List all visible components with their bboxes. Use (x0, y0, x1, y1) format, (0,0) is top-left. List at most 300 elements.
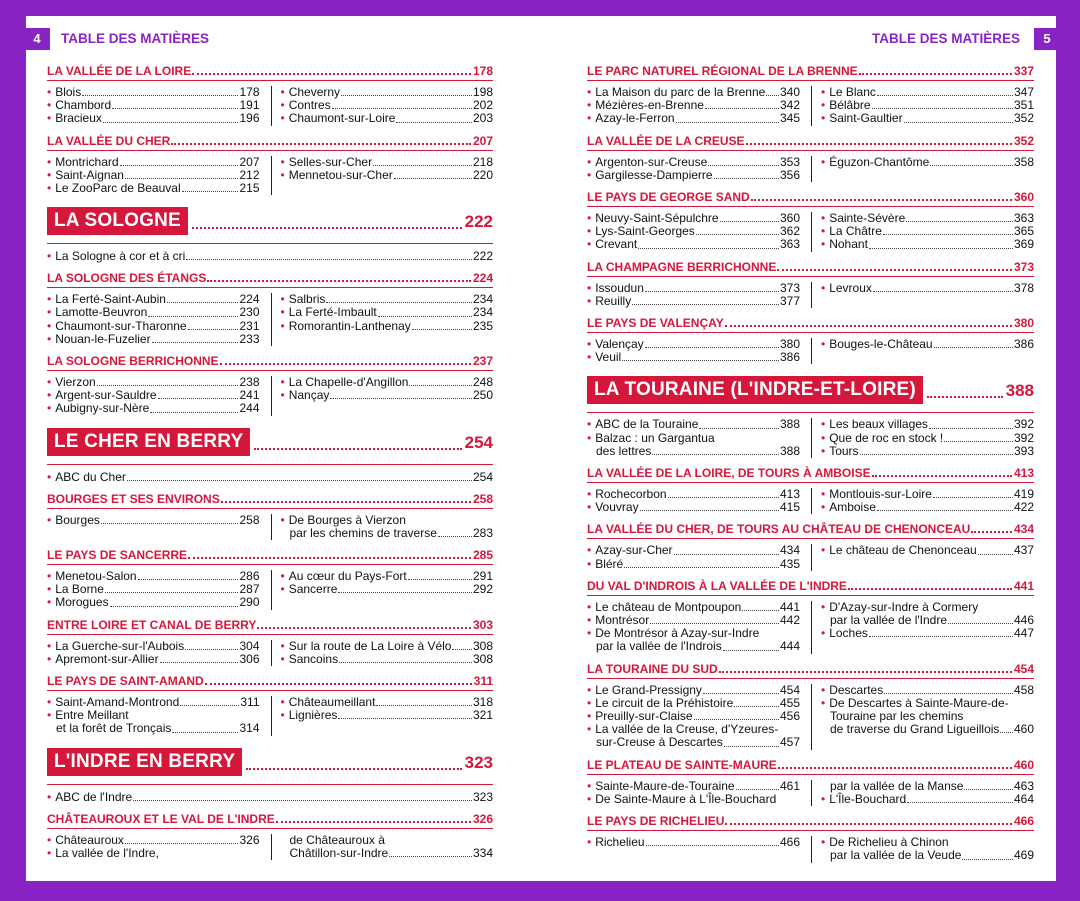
toc-entry[interactable] (587, 640, 800, 653)
bullet-icon: • (47, 708, 52, 723)
entry-label: Bléré (595, 556, 624, 571)
entry-page: 413 (779, 487, 800, 502)
section-rule (587, 412, 1034, 413)
toc-entry[interactable] (587, 351, 800, 364)
entry-page: 362 (779, 224, 800, 239)
entry-column-right (811, 684, 1034, 750)
bullet-icon: • (821, 417, 826, 432)
entry-page: 386 (1013, 337, 1034, 352)
toc-entry[interactable] (47, 640, 260, 653)
entry-label: Amboise (829, 500, 876, 515)
entry-columns (587, 780, 1034, 806)
entry-label: Saint-Gaultier (829, 111, 903, 126)
single-entry (47, 790, 493, 804)
right-page-toc (587, 58, 1034, 863)
section-page: 373 (1013, 259, 1034, 274)
section-heading[interactable] (587, 466, 1034, 480)
toc-entry[interactable] (821, 544, 1034, 557)
section-heading[interactable] (47, 492, 493, 506)
entry-columns (587, 212, 1034, 252)
entry-label: Rochecorbon (595, 487, 667, 502)
bullet-icon: • (47, 388, 52, 403)
bullet-icon: • (821, 626, 826, 641)
section-rule (47, 634, 493, 635)
entry-label: Argenton-sur-Creuse (595, 154, 708, 169)
section-title: LE PAYS DE GEORGE SAND (587, 190, 750, 205)
section-heading[interactable] (47, 64, 493, 78)
bullet-icon: • (47, 595, 52, 610)
entry-label: Lys-Saint-Georges (595, 224, 695, 239)
dot-leader (883, 234, 1013, 235)
entry-label: Que de roc en stock ! (829, 430, 944, 445)
dot-leader (152, 342, 239, 343)
toc-entry[interactable] (821, 793, 1034, 806)
chapter-heading[interactable] (587, 376, 1034, 404)
section-title: LA VALLÉE DE LA LOIRE, DE TOURS À AMBOISE (587, 466, 871, 481)
toc-entry[interactable] (47, 834, 260, 847)
entry-label: Levroux (829, 280, 872, 295)
section-rule (47, 370, 493, 371)
entry-page: 311 (240, 695, 260, 710)
entry-label: par les chemins de traverse (289, 525, 437, 540)
section-heading[interactable] (47, 618, 493, 632)
chapter-heading[interactable] (47, 207, 493, 235)
entry-page: 455 (779, 695, 800, 710)
section-rule (47, 464, 493, 465)
dot-leader (332, 108, 472, 109)
toc-entry[interactable] (821, 684, 1034, 697)
section-title: BOURGES ET SES ENVIRONS (47, 491, 220, 506)
toc-entry[interactable] (281, 583, 494, 596)
dot-leader (927, 396, 1003, 398)
entry-page: 321 (472, 708, 493, 723)
toc-entry[interactable] (587, 238, 800, 251)
dot-leader (254, 448, 461, 450)
section-heading[interactable] (47, 271, 493, 285)
entry-page: 378 (1013, 280, 1034, 295)
section-rule (587, 206, 1034, 207)
toc-entry[interactable] (281, 527, 494, 540)
dot-leader (645, 291, 779, 292)
entry-column-right (271, 696, 494, 736)
right-page-number: 5 (1034, 28, 1060, 50)
dot-leader (699, 428, 779, 429)
entry-page: 454 (779, 682, 800, 697)
dot-leader (904, 122, 1013, 123)
entry-page: 351 (1013, 98, 1034, 113)
entry-label: Menetou-Salon (55, 569, 137, 584)
toc-entry[interactable] (821, 418, 1034, 431)
bullet-icon: • (587, 111, 592, 126)
dot-leader (964, 789, 1013, 790)
toc-entry[interactable] (821, 780, 1034, 793)
section-page: 460 (1013, 757, 1034, 772)
dot-leader (373, 165, 472, 166)
dot-leader (766, 95, 779, 96)
dot-leader (97, 385, 239, 386)
section-heading[interactable] (47, 674, 493, 688)
entry-label: Aubigny-sur-Nère (55, 401, 150, 416)
bullet-icon: • (280, 111, 285, 126)
section-title: LE PARC NATUREL RÉGIONAL DE LA BRENNE (587, 64, 858, 78)
section-heading[interactable] (587, 579, 1034, 593)
dot-leader (338, 592, 472, 593)
entry-page: 373 (779, 280, 800, 295)
toc-entry[interactable] (281, 169, 494, 182)
toc-entry[interactable] (47, 790, 493, 804)
dot-leader (971, 531, 1012, 533)
entry-page: 363 (1013, 211, 1034, 226)
toc-entry[interactable] (821, 238, 1034, 251)
entry-label: Entre Meillant (55, 708, 129, 723)
bullet-icon: • (47, 167, 52, 182)
entry-column-right (271, 570, 494, 610)
toc-entry[interactable] (281, 709, 494, 722)
entry-label: Issoudun (595, 280, 644, 295)
section-heading[interactable] (47, 812, 493, 826)
dot-leader (640, 510, 779, 511)
entry-page: 235 (472, 318, 493, 333)
toc-entry[interactable] (821, 445, 1034, 458)
entry-label: Morogues (55, 595, 109, 610)
dot-leader (408, 579, 472, 580)
dot-leader (412, 329, 472, 330)
entry-label: Chaumont-sur-Tharonne (55, 318, 187, 333)
entry-page: 198 (472, 85, 493, 99)
entry-page: 393 (1013, 443, 1034, 458)
bullet-icon: • (587, 280, 592, 295)
bullet-icon: • (587, 85, 592, 99)
bullet-icon: • (280, 292, 285, 307)
entry-column-left (47, 376, 268, 416)
chapter-page: 323 (464, 752, 493, 772)
entry-page: 258 (239, 512, 260, 527)
bullet-icon: • (47, 111, 52, 126)
entry-columns (587, 86, 1034, 126)
chapter-page: 388 (1005, 381, 1034, 401)
entry-column-right (271, 640, 494, 666)
bullet-icon: • (280, 582, 285, 597)
entry-page: 254 (472, 469, 493, 484)
bullet-icon: • (821, 599, 826, 614)
entry-label: Chaumont-sur-Loire (288, 111, 396, 126)
entry-label: Richelieu (595, 835, 645, 850)
entry-page: 202 (472, 98, 493, 113)
entry-page: 283 (472, 525, 493, 540)
toc-entry[interactable] (47, 596, 260, 609)
section-heading[interactable] (587, 134, 1034, 148)
entry-page: 415 (779, 500, 800, 515)
section-title: LA SOLOGNE DES ÉTANGS (47, 271, 207, 286)
section-rule (47, 150, 493, 151)
toc-entry[interactable] (47, 722, 260, 735)
section-title: LA VALLÉE DE LA CREUSE (587, 133, 745, 148)
bullet-icon: • (821, 211, 826, 226)
section-page: 178 (472, 64, 493, 78)
toc-entry[interactable] (821, 501, 1034, 514)
entry-page: 220 (472, 167, 493, 182)
toc-entry[interactable] (587, 736, 800, 749)
dot-leader (650, 623, 779, 624)
chapter-title: LE CHER EN BERRY (47, 428, 250, 456)
entry-label: Châtillon-sur-Indre (289, 845, 389, 860)
entry-page: 250 (472, 388, 493, 403)
toc-entry[interactable] (47, 156, 260, 169)
entry-label: Montlouis-sur-Loire (829, 487, 932, 502)
dot-leader (409, 385, 472, 386)
toc-entry[interactable] (587, 445, 800, 458)
bullet-icon: • (587, 599, 592, 614)
section-heading[interactable] (587, 260, 1034, 274)
entry-page: 286 (239, 569, 260, 584)
entry-label: Touraine par les chemins (830, 709, 964, 724)
toc-entry[interactable] (281, 653, 494, 666)
entry-column-left (587, 684, 808, 750)
dot-leader (907, 802, 1013, 803)
entry-label: par la vallée de l'Indrois (596, 639, 722, 654)
toc-entry[interactable] (587, 112, 800, 125)
page-frame-bottom (0, 881, 1080, 901)
toc-entry[interactable] (47, 470, 493, 484)
dot-leader (389, 856, 472, 857)
dot-leader (167, 302, 239, 303)
bullet-icon: • (587, 487, 592, 502)
entry-column-left (587, 488, 808, 514)
entry-columns (587, 488, 1034, 514)
dot-leader (103, 122, 239, 123)
toc-entry[interactable] (47, 514, 260, 527)
entry-label: Montrichard (55, 154, 119, 169)
entry-label: Reuilly (595, 293, 632, 308)
toc-entry[interactable] (281, 834, 494, 847)
toc-entry[interactable] (587, 544, 800, 557)
dot-leader (720, 221, 779, 222)
toc-entry[interactable] (281, 112, 494, 125)
entry-label: Romorantin-Lanthenay (288, 318, 411, 333)
entry-column-left (587, 156, 808, 182)
bullet-icon: • (821, 85, 826, 99)
entry-page: 318 (472, 695, 493, 710)
entry-column-left (47, 293, 268, 346)
entry-page: 358 (1013, 154, 1034, 169)
bullet-icon: • (821, 154, 826, 169)
dot-leader (848, 588, 1012, 590)
entry-column-left (47, 696, 268, 736)
toc-entry[interactable] (587, 684, 800, 697)
entry-label: Preuilly-sur-Claise (595, 709, 693, 724)
entry-page: 326 (239, 832, 260, 847)
bullet-icon: • (47, 98, 52, 113)
section-rule (587, 538, 1034, 539)
entry-label: Bourges (55, 512, 100, 527)
dot-leader (694, 719, 779, 720)
entry-label: Descartes (829, 682, 884, 697)
dot-leader (646, 845, 779, 846)
dot-leader (933, 497, 1013, 498)
toc-entry[interactable] (821, 282, 1034, 295)
toc-entry[interactable] (281, 320, 494, 333)
toc-entry[interactable] (821, 627, 1034, 640)
dot-leader (257, 627, 471, 629)
dot-leader (645, 347, 779, 348)
left-page-number: 4 (24, 28, 50, 50)
entry-page: 365 (1013, 224, 1034, 239)
bullet-icon: • (280, 512, 285, 527)
toc-entry[interactable] (281, 156, 494, 169)
bullet-icon: • (47, 469, 52, 484)
entry-label: Gargilesse-Dampierre (595, 167, 713, 182)
dot-leader (668, 497, 779, 498)
entry-label: Bouges-le-Château (829, 337, 933, 352)
toc-entry[interactable] (821, 112, 1034, 125)
toc-entry[interactable] (281, 514, 494, 527)
toc-entry[interactable] (47, 112, 260, 125)
dot-leader (884, 693, 1013, 694)
toc-entry[interactable] (587, 501, 800, 514)
entry-page: 314 (239, 721, 260, 736)
toc-entry[interactable] (281, 389, 494, 402)
toc-entry[interactable] (281, 640, 494, 653)
bullet-icon: • (280, 638, 285, 653)
section-heading[interactable] (47, 354, 493, 368)
bullet-icon: • (280, 569, 285, 584)
section-heading[interactable] (587, 814, 1034, 828)
toc-entry[interactable] (587, 836, 800, 849)
section-heading[interactable] (47, 548, 493, 562)
dot-leader (708, 165, 779, 166)
chapter-heading[interactable] (47, 428, 493, 456)
entry-label: Châteaumeillant (288, 695, 376, 710)
toc-entry[interactable] (587, 558, 800, 571)
entry-page: 241 (239, 388, 260, 403)
entry-page: 353 (779, 154, 800, 169)
toc-entry[interactable] (47, 306, 260, 319)
entry-page: 466 (779, 835, 800, 850)
section-page: 303 (472, 617, 493, 632)
toc-entry[interactable] (587, 432, 800, 445)
section-title: LE PAYS DE SAINT-AMAND (47, 674, 204, 689)
section-heading[interactable] (47, 134, 493, 148)
bullet-icon: • (587, 293, 592, 308)
toc-entry[interactable] (47, 249, 493, 263)
chapter-heading[interactable] (47, 748, 493, 776)
dot-leader (930, 165, 1013, 166)
dot-leader (185, 649, 238, 650)
section-heading[interactable] (587, 522, 1034, 536)
entry-label: Balzac : un Gargantua (595, 430, 715, 445)
page-frame-left (0, 0, 26, 901)
entry-label: Montrésor (595, 613, 650, 628)
toc-entry[interactable] (47, 320, 260, 333)
entry-label: Argent-sur-Sauldre (55, 388, 157, 403)
section-heading[interactable] (587, 64, 1034, 78)
entry-label: Vouvray (595, 500, 639, 515)
toc-entry[interactable] (587, 282, 800, 295)
entry-column-left (47, 570, 268, 610)
dot-leader (624, 567, 779, 568)
toc-entry[interactable] (587, 793, 800, 806)
toc-entry[interactable] (821, 156, 1034, 169)
toc-entry[interactable] (47, 182, 260, 195)
entry-label: par la vallée de la Manse (830, 778, 964, 793)
chapter-page: 254 (464, 432, 493, 452)
entry-column-left (587, 780, 808, 806)
entry-page: 191 (239, 98, 260, 113)
toc-entry[interactable] (821, 849, 1034, 862)
bullet-icon: • (587, 556, 592, 571)
dot-leader (777, 269, 1012, 271)
toc-entry[interactable] (587, 418, 800, 431)
entry-page: 464 (1013, 791, 1034, 806)
entry-label: La Chapelle-d'Angillon (288, 375, 409, 390)
dot-leader (127, 480, 472, 481)
entry-label: par la vallée de l'Indre (830, 613, 948, 628)
dot-leader (452, 649, 471, 650)
toc-entry[interactable] (587, 780, 800, 793)
single-entry (47, 249, 493, 263)
entry-label: Le circuit de la Préhistoire (595, 695, 734, 710)
entry-page: 463 (1013, 778, 1034, 793)
entry-label: par la vallée de la Veude (830, 848, 962, 863)
page-frame-top (0, 0, 1080, 16)
section-page: 258 (472, 491, 493, 506)
section-heading[interactable] (587, 662, 1034, 676)
dot-leader (341, 95, 472, 96)
bullet-icon: • (587, 224, 592, 239)
entry-page: 207 (239, 154, 260, 169)
section-title: DU VAL D'INDROIS À LA VALLÉE DE L'INDRE (587, 578, 847, 593)
toc-entry[interactable] (821, 338, 1034, 351)
section-heading[interactable] (587, 190, 1034, 204)
entry-page: 356 (779, 167, 800, 182)
toc-entry[interactable] (821, 432, 1034, 445)
section-heading[interactable] (587, 758, 1034, 772)
bullet-icon: • (587, 695, 592, 710)
dot-leader (82, 95, 238, 96)
entry-page: 178 (239, 85, 260, 99)
toc-entry[interactable] (47, 402, 260, 415)
section-title: LA VALLÉE DE LA LOIRE (47, 64, 192, 78)
entry-column-right (811, 282, 1034, 308)
dot-leader (221, 501, 471, 503)
toc-entry[interactable] (281, 306, 494, 319)
section-heading[interactable] (587, 316, 1034, 330)
toc-entry[interactable] (47, 847, 260, 860)
toc-entry[interactable] (821, 723, 1034, 736)
toc-entry[interactable] (281, 847, 494, 860)
toc-entry[interactable] (587, 169, 800, 182)
bullet-icon: • (821, 500, 826, 515)
toc-entry[interactable] (47, 333, 260, 346)
entry-label: De Bourges à Vierzon (288, 512, 406, 527)
dot-leader (632, 304, 779, 305)
entry-columns (587, 684, 1034, 750)
toc-entry[interactable] (47, 653, 260, 666)
entry-label: La Ferté-Saint-Aubin (55, 292, 166, 307)
section-rule (587, 150, 1034, 151)
entry-label: Au cœur du Pays-Fort (288, 569, 407, 584)
toc-entry[interactable] (587, 295, 800, 308)
toc-entry[interactable] (587, 156, 800, 169)
section-rule (587, 276, 1034, 277)
section-page: 352 (1013, 133, 1034, 148)
entry-label: de traverse du Grand Ligueillois (830, 722, 1000, 737)
entry-column-right (811, 836, 1034, 862)
dot-leader (877, 95, 1013, 96)
entry-label: des lettres (596, 443, 652, 458)
entry-page: 380 (779, 337, 800, 352)
entry-page: 340 (779, 85, 800, 99)
